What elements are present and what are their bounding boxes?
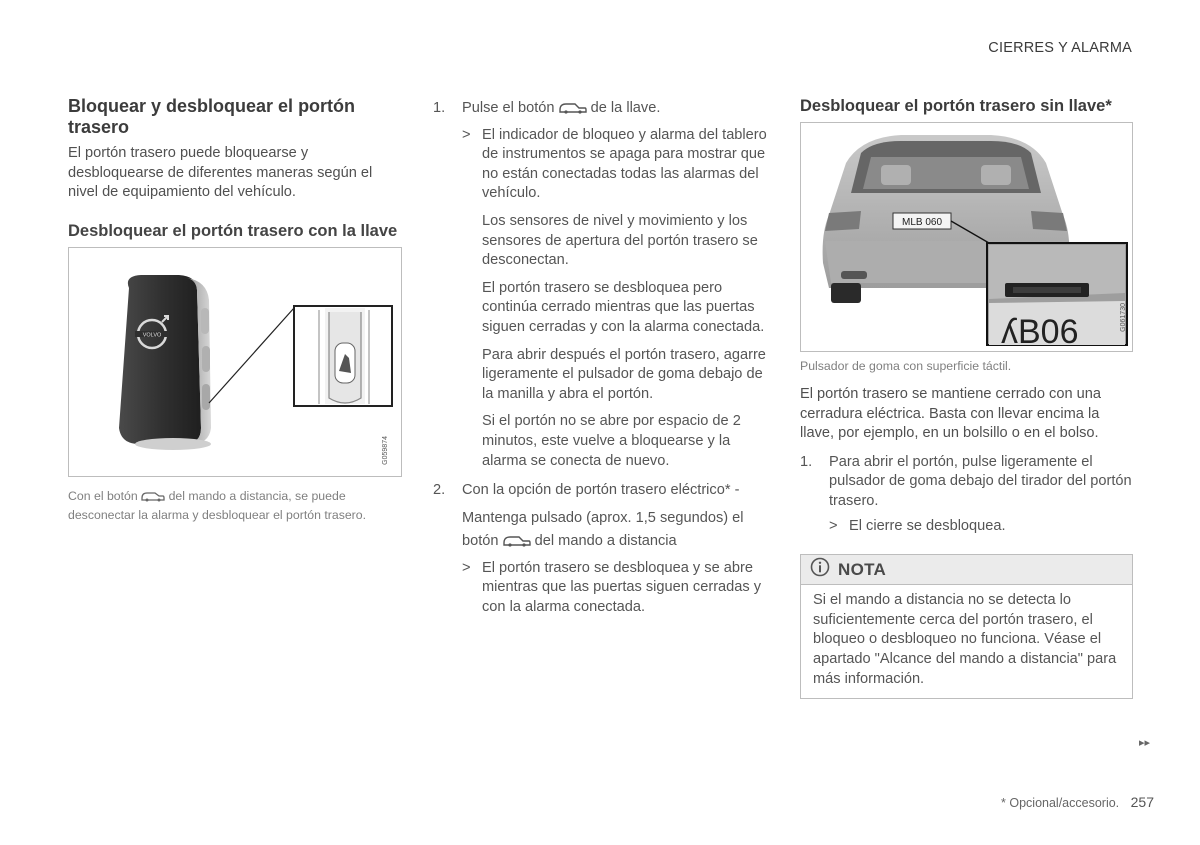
inset-plate-text: ʎB06 <box>1001 313 1079 351</box>
tailgate-key-icon <box>503 534 531 554</box>
figure-code: G059874 <box>382 435 389 465</box>
note-box <box>800 554 1133 699</box>
keyless-step-1: 1. Para abrir el portón, pulse ligeramente el pulsador de goma debajo del tirador del portón trasero. <box>800 453 1132 509</box>
figure-caption: Pulsador de goma con superficie táctil. <box>800 359 1012 373</box>
note-header <box>801 555 1132 585</box>
license-plate: MLB 060 <box>901 217 943 228</box>
tailgate-key-icon <box>141 490 165 507</box>
keyless-heading: Desbloquear el portón trasero sin llave* <box>800 97 1112 115</box>
paragraph-sensors: Los sensores de nivel y movimiento y los sensores de apertura del portón trasero se desconectan. <box>482 212 758 269</box>
footnote: * Opcional/accesorio. <box>1001 796 1120 810</box>
column-middle <box>433 99 768 618</box>
intro-paragraph: El portón trasero puede bloquearse y desbloquearse de diferentes maneras según el nivel de equipamiento del vehículo. <box>68 145 373 201</box>
brand-logo: VOLVO <box>142 332 162 339</box>
figure-caption: Con el botón del mando a distancia, se puede desconectar la alarma y desbloquear el portón trasero. <box>68 488 367 522</box>
column-left <box>68 96 403 524</box>
key-fob-figure <box>68 247 402 477</box>
result-2: > El portón trasero se desbloquea y se abre mientras que las puertas siguen cerradas y con la alarma conectada. <box>462 559 762 616</box>
subheading-key-unlock: Desbloquear el portón trasero con la llave <box>68 221 398 240</box>
info-icon <box>810 557 830 582</box>
key-fob-illustration <box>69 248 401 476</box>
note-title: NOTA <box>838 559 887 579</box>
tailgate-figure <box>800 122 1133 352</box>
step-2-instruction: Mantenga pulsado (aprox. 1,5 segundos) el <box>462 509 744 526</box>
section-header: CIERRES Y ALARMA <box>988 40 1132 56</box>
paragraph-open: Para abrir después el portón trasero, agarre ligeramente el pulsador de goma debajo de la manilla y abra el portón. <box>482 346 766 402</box>
figure-code: G061730 <box>1120 303 1127 332</box>
step-2-instruction-cont: botón del mando a distancia <box>433 532 768 554</box>
page-number: 257 <box>1130 794 1154 810</box>
result-1: > El indicador de bloqueo y alarma del tablero de instrumentos se apaga para mostrar que no están conectadas todas las alarmas del vehículo. <box>462 126 767 202</box>
keyless-body: El portón trasero se mantiene cerrado con una cerradura eléctrica. Basta con llevar encima la llave, por ejemplo, en un bolsillo o en el bolso. <box>800 386 1101 442</box>
double-chevron-right-icon: ▸▸ <box>1138 737 1150 749</box>
step-2: 2. Con la opción de portón trasero eléctrico* - <box>433 482 740 499</box>
page-title: Bloquear y desbloquear el portón trasero <box>68 96 356 137</box>
step-1: 1. Pulse el botón de la llave. <box>433 99 768 121</box>
paragraph-unlock: El portón trasero se desbloquea pero continúa cerrado mientras que las puertas siguen cerradas y con la alarma conectada. <box>482 279 765 335</box>
keyless-result-1: > El cierre se desbloquea. <box>829 517 1006 534</box>
paragraph-relock: Si el portón no se abre por espacio de 2 minutos, este vuelve a bloquearse y la alarma se conecta de nuevo. <box>482 413 741 469</box>
column-right <box>800 96 1133 699</box>
note-text: Si el mando a distancia no se detecta lo suficientemente cerca del portón trasero, el bloqueo o desbloqueo no funciona. Véase el apartado "Alcance del mando a distancia" para más información. <box>813 592 1117 687</box>
page-footer <box>1001 794 1154 810</box>
car-rear-illustration <box>801 123 1132 351</box>
tailgate-key-icon <box>559 101 587 121</box>
